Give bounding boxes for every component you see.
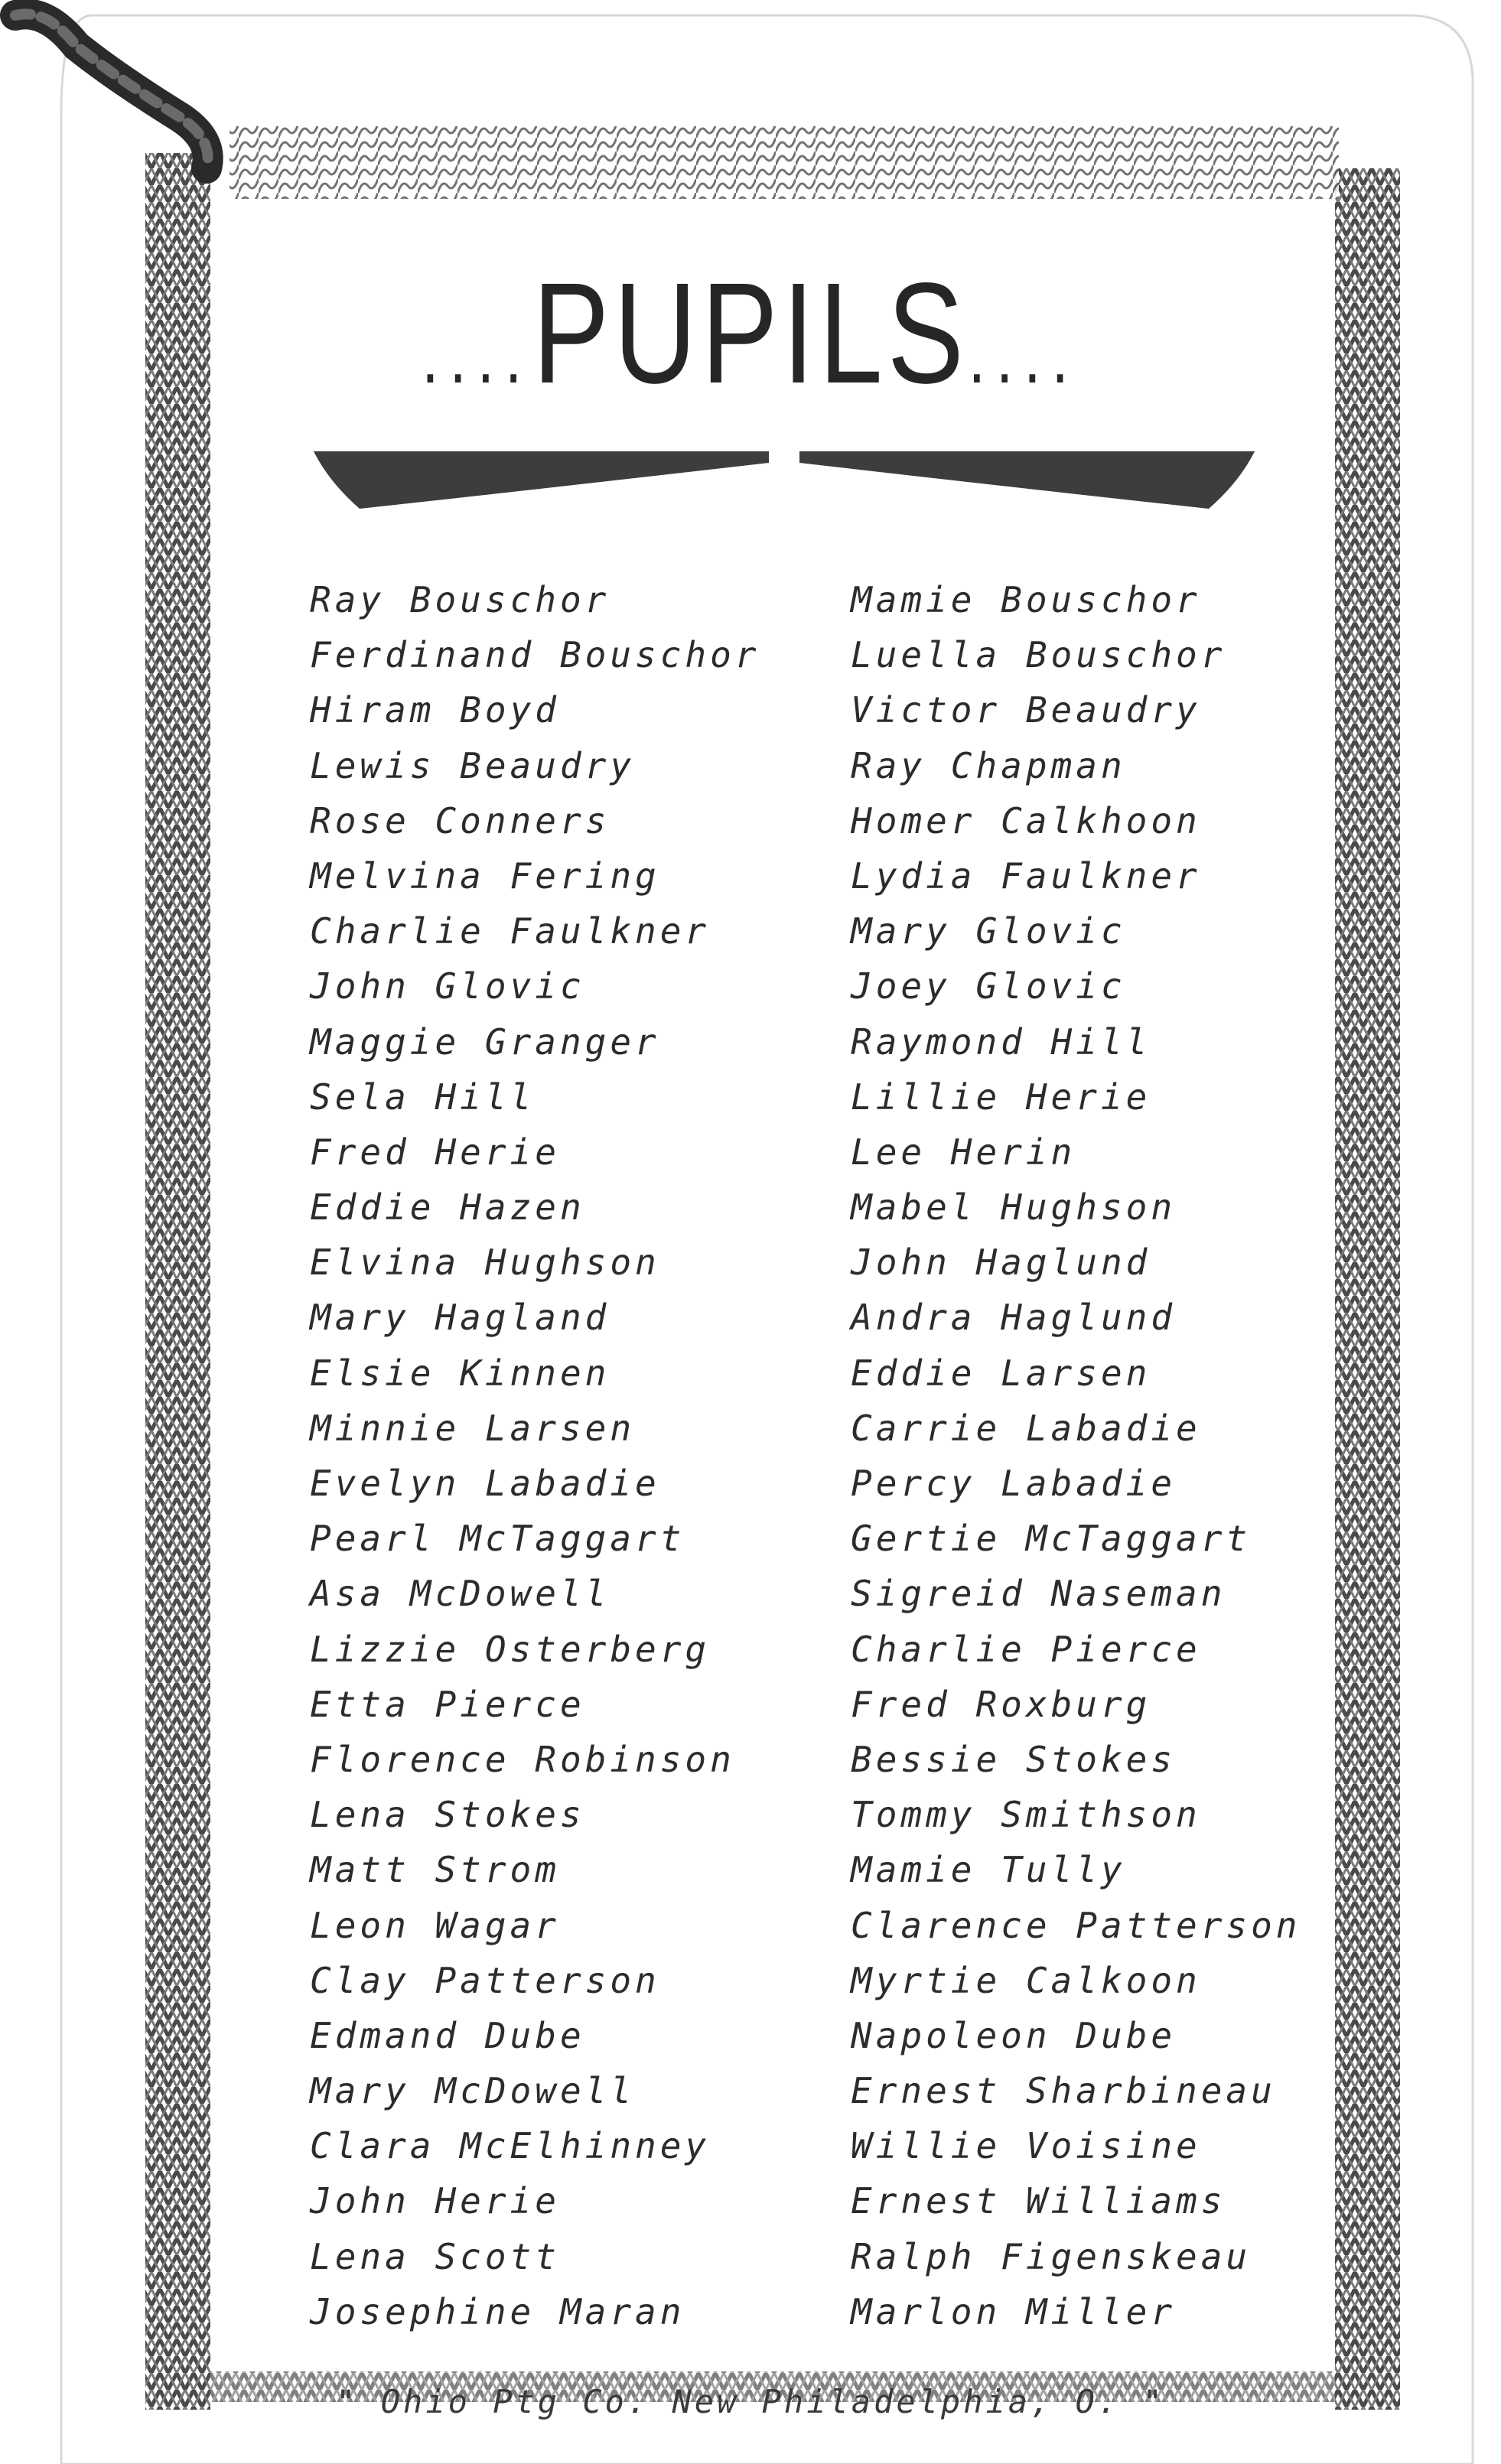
pupil-name: Clarence Patterson: [851, 1904, 1301, 1946]
pupil-name: Mamie Tully: [851, 1849, 1126, 1891]
pupil-name: Joey Glovic: [851, 965, 1126, 1007]
title-dots-after: ....: [968, 314, 1079, 399]
pupil-list-right: [851, 572, 1402, 2339]
pupil-name: Mary McDowell: [310, 2070, 636, 2112]
pupil-name: Napoleon Dube: [851, 2014, 1177, 2056]
pupil-name: Ray Bouschor: [310, 579, 610, 620]
pupil-name: Luella Bouschor: [851, 634, 1226, 676]
pupil-name: Charlie Faulkner: [310, 910, 711, 952]
pupil-name: Eddie Larsen: [851, 1352, 1151, 1394]
pupil-name: Mabel Hughson: [851, 1186, 1177, 1229]
pupil-name: Carrie Labadie: [851, 1407, 1201, 1449]
title-text: PUPILS: [532, 252, 969, 413]
pupil-name: Percy Labadie: [851, 1463, 1177, 1504]
pupil-name: Tommy Smithson: [851, 1794, 1201, 1836]
pupil-name: Charlie Pierce: [851, 1628, 1201, 1670]
pupil-name: Lizzie Osterberg: [310, 1628, 711, 1670]
pupil-name: Maggie Granger: [310, 1020, 660, 1063]
pupil-name: Mary Glovic: [851, 910, 1126, 952]
pupil-name: Willie Voisine: [851, 2125, 1201, 2167]
pupil-name: Lillie Herie: [851, 1076, 1151, 1118]
pupil-name: Melvina Fering: [310, 854, 660, 897]
pupil-name: Ernest Sharbineau: [851, 2070, 1276, 2112]
pupil-name: Sigreid Naseman: [851, 1573, 1226, 1615]
pupil-name: Ferdinand Bouschor: [310, 634, 760, 676]
pupil-list-left: [310, 572, 861, 2339]
pupil-name: Clara McElhinney: [310, 2125, 711, 2167]
pupil-name: Lewis Beaudry: [310, 744, 636, 786]
pupil-name: Mamie Bouschor: [851, 579, 1201, 620]
pupil-name: Elsie Kinnen: [310, 1352, 610, 1394]
pupil-name: Myrtie Calkoon: [851, 1959, 1201, 2001]
pupil-name: Ray Chapman: [851, 744, 1126, 786]
pupil-name: Florence Robinson: [310, 1738, 735, 1780]
pupil-name: Raymond Hill: [851, 1020, 1151, 1063]
pupil-name: Eddie Hazen: [310, 1186, 585, 1229]
pupil-name: Gertie McTaggart: [851, 1518, 1252, 1560]
pupil-name: Asa McDowell: [310, 1573, 610, 1615]
pupil-name: Lena Stokes: [310, 1794, 585, 1836]
pupil-name: Pearl McTaggart: [310, 1518, 685, 1560]
pupil-name: Elvina Hughson: [310, 1242, 660, 1284]
pupil-name: Bessie Stokes: [851, 1738, 1177, 1780]
pupil-name: Andra Haglund: [851, 1297, 1177, 1339]
pupil-name: Fred Roxburg: [851, 1683, 1151, 1725]
pupil-name: Ernest Williams: [851, 2180, 1226, 2222]
title-dots-before: ....: [422, 314, 533, 399]
pupil-name: John Haglund: [851, 1242, 1151, 1284]
pupil-name: Mary Hagland: [310, 1297, 610, 1339]
pupil-name: Evelyn Labadie: [310, 1463, 660, 1504]
pupil-name: Rose Conners: [310, 799, 610, 841]
pupil-name: Minnie Larsen: [310, 1407, 636, 1449]
pupil-name: Marlon Miller: [851, 2290, 1177, 2332]
pupil-name: Leon Wagar: [310, 1904, 560, 1946]
pupil-name: Hiram Boyd: [310, 689, 560, 731]
pupil-name: Edmand Dube: [310, 2014, 585, 2056]
pupil-name: Clay Patterson: [310, 1959, 660, 2001]
printer-credit: " Ohio Ptg Co. New Philadelphia, O. ": [336, 2383, 1165, 2420]
pupil-name: Homer Calkhoon: [851, 799, 1201, 841]
pupil-name: Matt Strom: [310, 1849, 560, 1891]
pupil-name: Lena Scott: [310, 2235, 560, 2277]
pupil-name: Lydia Faulkner: [851, 854, 1201, 897]
pupil-name: Victor Beaudry: [851, 689, 1201, 731]
pupil-name: Lee Herin: [851, 1131, 1076, 1173]
pupil-name: John Herie: [310, 2180, 560, 2222]
card-title: [0, 252, 1501, 413]
pupil-name: Sela Hill: [310, 1076, 536, 1118]
pupil-name: Josephine Maran: [310, 2290, 685, 2332]
pupil-name: Etta Pierce: [310, 1683, 585, 1725]
pupil-name: Ralph Figenskeau: [851, 2235, 1252, 2277]
pupil-name: John Glovic: [310, 965, 585, 1007]
pupil-name: Fred Herie: [310, 1131, 560, 1173]
